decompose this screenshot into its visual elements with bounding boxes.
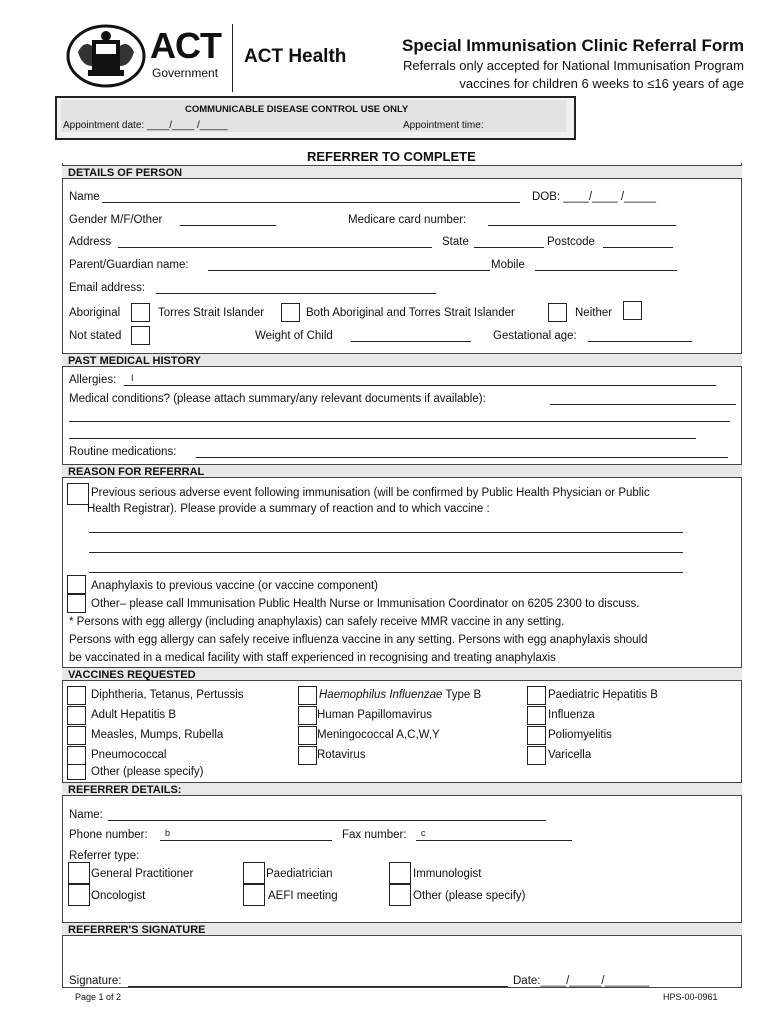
vaccine-dtp-label: Diphtheria, Tetanus, Pertussis xyxy=(91,689,244,701)
person-section-header: DETAILS OF PERSON xyxy=(62,165,742,179)
vaccine-dtp-checkbox[interactable] xyxy=(67,686,86,705)
appointment-time-label: Appointment time: xyxy=(403,120,484,131)
aboriginal-checkbox[interactable] xyxy=(131,303,150,322)
type-other-label: Other (please specify) xyxy=(413,890,526,902)
conditions-field-line2[interactable] xyxy=(69,421,730,422)
adverse-event-checkbox[interactable] xyxy=(67,483,89,505)
vaccine-hpv-checkbox[interactable] xyxy=(298,706,317,725)
vaccine-paed-hepb-checkbox[interactable] xyxy=(527,686,546,705)
guardian-label: Parent/Guardian name: xyxy=(69,259,189,271)
signature-label: Signature: xyxy=(69,975,122,987)
coat-of-arms-icon xyxy=(66,22,150,88)
vaccine-polio-checkbox[interactable] xyxy=(527,726,546,745)
history-section-header: PAST MEDICAL HISTORY xyxy=(62,353,742,367)
referrer-type-label: Referrer type: xyxy=(69,850,140,862)
allergies-value: I xyxy=(131,373,134,383)
government-logo-text: Government xyxy=(152,66,219,80)
mobile-label: Mobile xyxy=(491,259,525,271)
page-number: Page 1 of 2 xyxy=(75,992,122,1002)
tsi-checkbox[interactable] xyxy=(281,303,300,322)
phone-field[interactable] xyxy=(160,840,332,841)
egg-allergy-note-3: be vaccinated in a medical facility with staff experienced in recognising and treating anaphylaxis xyxy=(69,652,556,664)
form-subtitle-line1: Referrals only accepted for National Immunisation Program xyxy=(402,58,744,73)
mobile-field[interactable] xyxy=(535,270,677,271)
email-label: Email address: xyxy=(69,282,146,294)
adverse-summary-line1[interactable] xyxy=(89,532,683,533)
both-label: Both Aboriginal and Torres Strait Islander xyxy=(306,307,515,319)
state-field[interactable] xyxy=(474,247,544,248)
address-field[interactable] xyxy=(118,247,432,248)
routine-medications-label: Routine medications: xyxy=(69,446,177,458)
referrer-name-field[interactable] xyxy=(108,820,546,821)
state-label: State xyxy=(442,236,469,248)
type-oncologist-label: Oncologist xyxy=(91,890,146,902)
type-immunologist-label: Immunologist xyxy=(413,868,482,880)
vaccine-influenza-checkbox[interactable] xyxy=(527,706,546,725)
vaccine-varicella-label: Varicella xyxy=(548,749,592,761)
other-reason-checkbox[interactable] xyxy=(67,594,86,613)
type-aefi-checkbox[interactable] xyxy=(243,884,265,906)
brand-name: ACT Health xyxy=(244,46,347,67)
postcode-field[interactable] xyxy=(603,247,673,248)
medicare-label: Medicare card number: xyxy=(348,214,467,226)
phone-label: Phone number: xyxy=(69,829,148,841)
address-label: Address xyxy=(69,236,112,248)
conditions-label: Medical conditions? (please attach summary/any relevant documents if available): xyxy=(69,393,486,405)
vaccine-other-label: Other (please specify) xyxy=(91,766,204,778)
neither-checkbox[interactable] xyxy=(623,301,642,320)
tsi-label: Torres Strait Islander xyxy=(158,307,265,319)
name-field[interactable] xyxy=(102,202,520,203)
guardian-field[interactable] xyxy=(208,270,490,271)
vaccine-hpv-label: Human Papillomavirus xyxy=(317,709,433,721)
allergies-label: Allergies: xyxy=(69,374,117,386)
adverse-summary-line3[interactable] xyxy=(89,572,683,573)
adverse-event-text-line1: Previous serious adverse event following immunisation (will be confirmed by Public Health Physician or Public xyxy=(91,487,650,499)
dob-label[interactable]: DOB: ____/____ /_____ xyxy=(532,191,657,203)
fax-value: c xyxy=(421,828,426,838)
gender-field[interactable] xyxy=(180,225,276,226)
medicare-field[interactable] xyxy=(488,225,676,226)
type-gp-label: General Practitioner xyxy=(91,868,194,880)
form-title: Special Immunisation Clinic Referral Form xyxy=(402,36,744,55)
egg-allergy-note-2: Persons with egg allergy can safely receive influenza vaccine in any setting. Persons with egg anaphylaxis should xyxy=(69,634,648,646)
postcode-label: Postcode xyxy=(547,236,595,248)
weight-label: Weight of Child xyxy=(255,330,333,342)
phone-value: b xyxy=(165,828,171,838)
type-oncologist-checkbox[interactable] xyxy=(68,884,90,906)
email-field[interactable] xyxy=(156,293,436,294)
appointment-date-label: Appointment date: ____/____ /_____ xyxy=(63,120,228,131)
referrer-name-label: Name: xyxy=(69,809,103,821)
vaccine-rotavirus-label: Rotavirus xyxy=(317,749,366,761)
vaccine-pneumococcal-label: Pneumococcal xyxy=(91,749,167,761)
vaccine-varicella-checkbox[interactable] xyxy=(527,746,546,765)
vaccine-other-checkbox[interactable] xyxy=(67,764,86,780)
type-immunologist-checkbox[interactable] xyxy=(389,862,411,884)
both-checkbox[interactable] xyxy=(548,303,567,322)
vaccine-adult-hepb-checkbox[interactable] xyxy=(67,706,86,725)
conditions-field-line3[interactable] xyxy=(69,438,696,439)
logo-divider xyxy=(232,24,233,92)
adverse-event-text-line2: Health Registrar). Please provide a summary of reaction and to which vaccine : xyxy=(87,503,490,515)
type-other-checkbox[interactable] xyxy=(389,884,411,906)
referrer-section-header: REFERRER DETAILS: xyxy=(62,782,742,796)
vaccine-mmr-label: Measles, Mumps, Rubella xyxy=(91,729,224,741)
aboriginal-label: Aboriginal xyxy=(69,307,121,319)
weight-field[interactable] xyxy=(351,341,471,342)
neither-label: Neither xyxy=(575,307,613,319)
vaccines-section-header: VACCINES REQUESTED xyxy=(62,667,742,681)
gender-label: Gender M/F/Other xyxy=(69,214,163,226)
form-subtitle-line2: vaccines for children 6 weeks to ≤16 years of age xyxy=(459,76,744,91)
adverse-summary-line2[interactable] xyxy=(89,552,683,553)
vaccine-meningococcal-label: Meningococcal A,C,W,Y xyxy=(317,729,440,741)
referrer-heading: REFERRER TO COMPLETE xyxy=(307,149,476,164)
reason-section-header: REASON FOR REFERRAL xyxy=(62,464,742,478)
fax-label: Fax number: xyxy=(342,829,407,841)
vaccine-hib-label: Haemophilus Influenzae Type B xyxy=(319,689,482,701)
vaccine-influenza-label: Influenza xyxy=(548,709,595,721)
office-use-box xyxy=(55,96,576,140)
vaccine-paed-hepb-label: Paediatric Hepatitis B xyxy=(548,689,658,701)
office-use-title: COMMUNICABLE DISEASE CONTROL USE ONLY xyxy=(185,104,409,115)
form-code: HPS-00-0961 xyxy=(663,992,718,1002)
gestational-field[interactable] xyxy=(588,341,692,342)
act-logo-text: ACT xyxy=(150,25,221,66)
other-reason-label: Other– please call Immunisation Public Health Nurse or Immunisation Coordinator on 6205 2300 to discuss. xyxy=(91,598,640,610)
form-bottom-border xyxy=(62,987,742,988)
vaccine-adult-hepb-label: Adult Hepatitis B xyxy=(91,709,177,721)
name-label: Name xyxy=(69,191,100,203)
not-stated-checkbox[interactable] xyxy=(131,326,150,345)
gestational-label: Gestational age: xyxy=(493,330,577,342)
vaccine-meningococcal-checkbox[interactable] xyxy=(298,726,317,745)
type-paediatrician-label: Paediatrician xyxy=(266,868,333,880)
egg-allergy-note-1: * Persons with egg allergy (including anaphylaxis) can safely receive MMR vaccine in any setting. xyxy=(69,616,565,628)
type-aefi-label: AEFI meeting xyxy=(268,890,338,902)
type-paediatrician-checkbox[interactable] xyxy=(243,862,265,884)
vaccine-mmr-checkbox[interactable] xyxy=(67,726,86,745)
vaccine-polio-label: Poliomyelitis xyxy=(548,729,612,741)
signature-date-label[interactable]: Date:____/_____/_______ xyxy=(513,975,650,987)
conditions-field[interactable] xyxy=(550,404,736,405)
vaccine-hib-checkbox[interactable] xyxy=(298,686,317,705)
fax-field[interactable] xyxy=(416,840,572,841)
anaphylaxis-label: Anaphylaxis to previous vaccine (or vaccine component) xyxy=(91,580,379,592)
routine-medications-field[interactable] xyxy=(196,457,728,458)
allergies-field[interactable] xyxy=(124,385,716,386)
vaccine-pneumococcal-checkbox[interactable] xyxy=(67,746,86,765)
type-gp-checkbox[interactable] xyxy=(68,862,90,884)
anaphylaxis-checkbox[interactable] xyxy=(67,575,86,594)
not-stated-label: Not stated xyxy=(69,330,122,342)
vaccine-rotavirus-checkbox[interactable] xyxy=(298,746,317,765)
signature-section-header: REFERRER'S SIGNATURE xyxy=(62,922,742,936)
